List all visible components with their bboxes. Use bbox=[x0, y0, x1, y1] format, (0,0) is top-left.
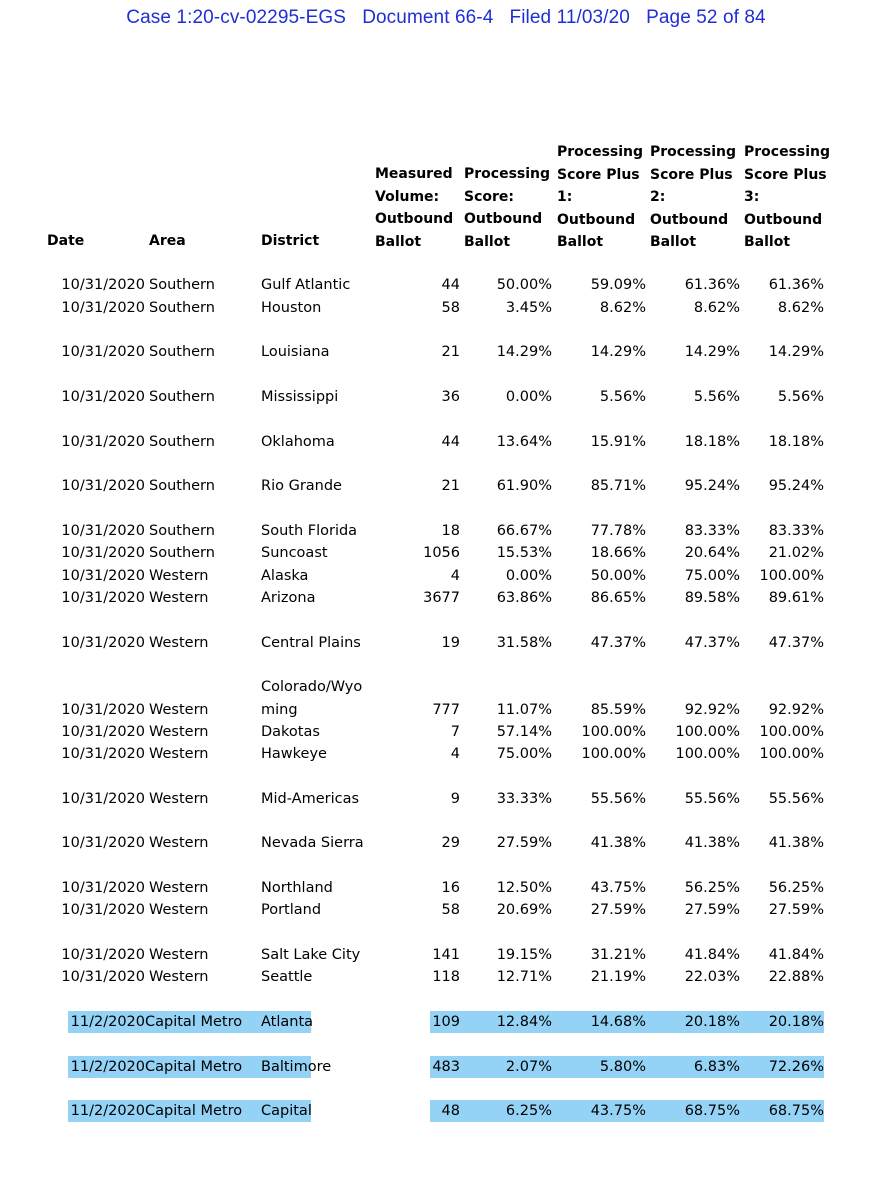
col-plus2-header bbox=[650, 141, 736, 254]
col-plus2-line3: 2: bbox=[650, 189, 666, 205]
table-row bbox=[0, 1011, 892, 1033]
row-plus1: 14.68% bbox=[552, 1011, 646, 1033]
row-plus3: 95.24% bbox=[768, 478, 824, 494]
row-area: Capital Metro bbox=[145, 1011, 261, 1033]
row-volume: 7 bbox=[450, 724, 460, 740]
row-plus1: 85.71% bbox=[590, 478, 646, 494]
row-district: Portland bbox=[261, 902, 322, 918]
row-plus3: 72.26% bbox=[740, 1056, 824, 1078]
row-volume: 1056 bbox=[423, 545, 460, 561]
page-number: Page 52 of 84 bbox=[646, 7, 766, 28]
row-plus1: 59.09% bbox=[590, 277, 646, 293]
row-district: Arizona bbox=[261, 590, 316, 606]
col-area-header: Area bbox=[149, 233, 186, 249]
row-score: 27.59% bbox=[496, 835, 552, 851]
col-plus3-line5: Ballot bbox=[744, 234, 791, 250]
row-plus1: 31.21% bbox=[590, 947, 646, 963]
row-volume: 21 bbox=[441, 344, 460, 360]
row-date: 10/31/2020 bbox=[61, 300, 145, 316]
row-date: 10/31/2020 bbox=[61, 880, 145, 896]
row-district: Mid-Americas bbox=[261, 791, 360, 807]
row-plus2: 27.59% bbox=[684, 902, 740, 918]
row-volume: 29 bbox=[441, 835, 460, 851]
row-volume: 44 bbox=[441, 277, 460, 293]
col-district-header: District bbox=[261, 233, 320, 249]
col-plus1-line2: Score Plus bbox=[557, 166, 640, 183]
row-area: Western bbox=[149, 702, 209, 718]
table-row bbox=[0, 1100, 892, 1122]
row-score: 0.00% bbox=[505, 389, 552, 405]
row-date: 10/31/2020 bbox=[61, 545, 145, 561]
row-plus2: 100.00% bbox=[675, 746, 740, 762]
row-volume: 18 bbox=[441, 523, 460, 539]
row-plus2: 56.25% bbox=[684, 880, 740, 896]
row-plus3: 56.25% bbox=[768, 880, 824, 896]
row-date: 10/31/2020 bbox=[61, 590, 145, 606]
row-district: South Florida bbox=[261, 523, 358, 539]
row-district: Alaska bbox=[261, 568, 309, 584]
col-date-header: Date bbox=[47, 233, 85, 249]
row-plus3: 20.18% bbox=[740, 1011, 824, 1033]
row-plus3: 47.37% bbox=[768, 635, 824, 651]
row-date: 11/2/2020 bbox=[68, 1011, 145, 1033]
row-district: Hawkeye bbox=[261, 746, 327, 762]
row-area: Western bbox=[149, 724, 209, 740]
col-plus3-line4: Outbound bbox=[744, 211, 823, 228]
row-district: Capital bbox=[261, 1100, 311, 1122]
row-score: 3.45% bbox=[505, 300, 552, 316]
row-date: 10/31/2020 bbox=[61, 746, 145, 762]
row-plus1: 55.56% bbox=[590, 791, 646, 807]
row-plus1: 27.59% bbox=[590, 902, 646, 918]
row-plus1: 15.91% bbox=[590, 434, 646, 450]
row-plus2: 92.92% bbox=[684, 702, 740, 718]
row-plus3: 41.38% bbox=[768, 835, 824, 851]
row-plus1: 43.75% bbox=[552, 1100, 646, 1122]
table-row bbox=[0, 341, 892, 363]
table-row bbox=[0, 431, 892, 453]
row-score: 57.14% bbox=[496, 724, 552, 740]
row-area: Southern bbox=[149, 545, 215, 561]
row-plus2: 18.18% bbox=[684, 434, 740, 450]
row-plus2: 55.56% bbox=[684, 791, 740, 807]
row-score: 50.00% bbox=[496, 277, 552, 293]
row-plus2: 8.62% bbox=[693, 300, 740, 316]
row-score: 20.69% bbox=[496, 902, 552, 918]
col-score-line1: Processing bbox=[464, 166, 551, 182]
row-volume: 21 bbox=[441, 478, 460, 494]
table-row bbox=[0, 297, 892, 319]
col-plus1-line3: 1: bbox=[557, 189, 573, 205]
row-plus1: 18.66% bbox=[590, 545, 646, 561]
row-plus1: 86.65% bbox=[590, 590, 646, 606]
row-score: 19.15% bbox=[496, 947, 552, 963]
table-row bbox=[0, 565, 892, 587]
col-plus2-line5: Ballot bbox=[650, 234, 697, 250]
row-area: Capital Metro bbox=[145, 1056, 261, 1078]
table-row bbox=[0, 832, 892, 854]
col-score-line2: Score: bbox=[464, 188, 514, 205]
row-area: Southern bbox=[149, 277, 215, 293]
col-plus1-line1: Processing bbox=[557, 144, 644, 160]
row-district: Mississippi bbox=[261, 389, 339, 405]
row-score: 61.90% bbox=[496, 478, 552, 494]
row-score: 13.64% bbox=[496, 434, 552, 450]
row-plus1: 5.80% bbox=[552, 1056, 646, 1078]
row-plus3: 83.33% bbox=[768, 523, 824, 539]
row-plus2: 20.64% bbox=[684, 545, 740, 561]
row-date: 10/31/2020 bbox=[61, 568, 145, 584]
document-number: Document 66-4 bbox=[362, 7, 494, 28]
row-plus2: 6.83% bbox=[646, 1056, 740, 1078]
table-row bbox=[0, 542, 892, 564]
row-plus3: 61.36% bbox=[768, 277, 824, 293]
filed-date: Filed 11/03/20 bbox=[509, 7, 630, 28]
table-row bbox=[0, 587, 892, 609]
row-district-line1: Colorado/Wyo bbox=[261, 679, 363, 695]
row-plus3: 68.75% bbox=[740, 1100, 824, 1122]
row-date: 10/31/2020 bbox=[61, 791, 145, 807]
row-volume: 4 bbox=[450, 568, 460, 584]
row-score: 75.00% bbox=[496, 746, 552, 762]
row-area: Southern bbox=[149, 300, 215, 316]
row-district: Baltimore bbox=[261, 1056, 311, 1078]
row-plus3: 92.92% bbox=[768, 702, 824, 718]
table-row bbox=[0, 632, 892, 654]
row-area: Western bbox=[149, 902, 209, 918]
row-date: 10/31/2020 bbox=[61, 523, 145, 539]
table-row bbox=[0, 944, 892, 966]
row-plus3: 100.00% bbox=[759, 724, 824, 740]
row-date: 10/31/2020 bbox=[61, 947, 145, 963]
row-plus2: 47.37% bbox=[684, 635, 740, 651]
row-volume: 118 bbox=[432, 969, 460, 985]
row-plus2: 95.24% bbox=[684, 478, 740, 494]
col-plus1-line4: Outbound bbox=[557, 211, 636, 228]
row-plus2: 89.58% bbox=[684, 590, 740, 606]
row-score: 31.58% bbox=[496, 635, 552, 651]
row-score: 66.67% bbox=[496, 523, 552, 539]
row-area: Southern bbox=[149, 344, 215, 360]
col-plus3-line2: Score Plus bbox=[744, 166, 827, 183]
row-district: Salt Lake City bbox=[261, 947, 361, 963]
row-volume: 36 bbox=[441, 389, 460, 405]
row-area: Western bbox=[149, 635, 209, 651]
col-volume-line2: Volume: bbox=[375, 188, 440, 205]
col-plus2-line1: Processing bbox=[650, 144, 737, 160]
table-row bbox=[0, 520, 892, 542]
col-score-line4: Ballot bbox=[464, 233, 511, 250]
row-plus2: 20.18% bbox=[646, 1011, 740, 1033]
row-plus1: 14.29% bbox=[590, 344, 646, 360]
row-score: 63.86% bbox=[496, 590, 552, 606]
row-plus1: 43.75% bbox=[590, 880, 646, 896]
row-date: 10/31/2020 bbox=[61, 902, 145, 918]
row-date: 10/31/2020 bbox=[61, 389, 145, 405]
row-plus3: 18.18% bbox=[768, 434, 824, 450]
row-plus1: 100.00% bbox=[581, 724, 646, 740]
row-score: 12.84% bbox=[460, 1011, 552, 1033]
row-area: Western bbox=[149, 746, 209, 762]
row-plus1: 21.19% bbox=[590, 969, 646, 985]
row-district: Nevada Sierra bbox=[261, 835, 364, 851]
row-volume: 48 bbox=[430, 1100, 460, 1122]
row-district: ming bbox=[261, 702, 298, 718]
row-district: Atlanta bbox=[261, 1011, 311, 1033]
row-date: 11/2/2020 bbox=[68, 1100, 145, 1122]
row-plus1: 100.00% bbox=[581, 746, 646, 762]
row-score: 2.07% bbox=[460, 1056, 552, 1078]
row-district: Gulf Atlantic bbox=[261, 277, 351, 293]
row-plus3: 41.84% bbox=[768, 947, 824, 963]
row-district: Houston bbox=[261, 300, 322, 316]
row-volume: 109 bbox=[430, 1011, 460, 1033]
row-plus1: 5.56% bbox=[599, 389, 646, 405]
row-district: Louisiana bbox=[261, 344, 330, 360]
row-score: 0.00% bbox=[505, 568, 552, 584]
row-plus2: 14.29% bbox=[684, 344, 740, 360]
col-plus1-header bbox=[557, 141, 643, 254]
row-plus3: 89.61% bbox=[768, 590, 824, 606]
row-volume: 16 bbox=[441, 880, 460, 896]
row-area: Western bbox=[149, 880, 209, 896]
col-score-line3: Outbound bbox=[464, 211, 543, 227]
row-plus2: 75.00% bbox=[684, 568, 740, 584]
col-volume-line1: Measured bbox=[375, 166, 453, 182]
row-score: 12.50% bbox=[496, 880, 552, 896]
row-plus2: 22.03% bbox=[684, 969, 740, 985]
row-plus3: 21.02% bbox=[768, 545, 824, 561]
row-plus3: 100.00% bbox=[759, 568, 824, 584]
row-date: 10/31/2020 bbox=[61, 277, 145, 293]
row-score: 33.33% bbox=[496, 791, 552, 807]
row-area: Southern bbox=[149, 434, 215, 450]
col-plus2-line4: Outbound bbox=[650, 211, 729, 228]
row-date: 10/31/2020 bbox=[61, 835, 145, 851]
row-plus2: 100.00% bbox=[675, 724, 740, 740]
table-row bbox=[0, 788, 892, 810]
row-volume: 777 bbox=[432, 702, 460, 718]
col-plus3-header bbox=[744, 141, 830, 254]
row-area: Southern bbox=[149, 389, 215, 405]
row-volume: 44 bbox=[441, 434, 460, 450]
row-area: Capital Metro bbox=[145, 1100, 261, 1122]
col-volume-line4: Ballot bbox=[375, 233, 422, 250]
table-row bbox=[0, 899, 892, 921]
col-plus1-line5: Ballot bbox=[557, 234, 604, 250]
row-volume: 3677 bbox=[423, 590, 460, 606]
row-date: 11/2/2020 bbox=[68, 1056, 145, 1078]
row-plus3: 55.56% bbox=[768, 791, 824, 807]
col-volume-line3: Outbound bbox=[375, 211, 454, 227]
table-row bbox=[0, 274, 892, 296]
row-date: 10/31/2020 bbox=[61, 478, 145, 494]
row-date: 10/31/2020 bbox=[61, 434, 145, 450]
table-row bbox=[0, 966, 892, 988]
row-area: Western bbox=[149, 590, 209, 606]
row-plus1: 8.62% bbox=[599, 300, 646, 316]
table-row bbox=[0, 386, 892, 408]
row-plus2: 61.36% bbox=[684, 277, 740, 293]
row-district: Rio Grande bbox=[261, 478, 342, 494]
row-district: Suncoast bbox=[261, 545, 328, 561]
row-score: 12.71% bbox=[496, 969, 552, 985]
row-district: Northland bbox=[261, 880, 333, 896]
row-plus2: 83.33% bbox=[684, 523, 740, 539]
row-district: Oklahoma bbox=[261, 434, 335, 450]
row-plus2: 41.84% bbox=[684, 947, 740, 963]
row-plus3: 8.62% bbox=[777, 300, 824, 316]
row-plus3: 27.59% bbox=[768, 902, 824, 918]
row-area: Western bbox=[149, 947, 209, 963]
row-volume: 58 bbox=[441, 300, 460, 316]
row-plus2: 5.56% bbox=[693, 389, 740, 405]
row-area: Western bbox=[149, 791, 209, 807]
col-score-header bbox=[464, 163, 550, 253]
row-volume: 141 bbox=[432, 947, 460, 963]
case-header bbox=[0, 7, 892, 29]
row-volume: 483 bbox=[430, 1056, 460, 1078]
row-area: Western bbox=[149, 568, 209, 584]
row-date: 10/31/2020 bbox=[61, 702, 145, 718]
row-score: 11.07% bbox=[496, 702, 552, 718]
table-row bbox=[0, 877, 892, 899]
row-area: Southern bbox=[149, 523, 215, 539]
table-row bbox=[0, 1056, 892, 1078]
table-row bbox=[0, 475, 892, 497]
row-date: 10/31/2020 bbox=[61, 635, 145, 651]
table-row bbox=[0, 743, 892, 765]
col-volume-header bbox=[375, 163, 453, 253]
row-plus2: 41.38% bbox=[684, 835, 740, 851]
row-plus3: 22.88% bbox=[768, 969, 824, 985]
row-plus2: 68.75% bbox=[646, 1100, 740, 1122]
row-plus3: 5.56% bbox=[777, 389, 824, 405]
row-date: 10/31/2020 bbox=[61, 724, 145, 740]
row-area: Western bbox=[149, 835, 209, 851]
row-score: 14.29% bbox=[496, 344, 552, 360]
row-score: 15.53% bbox=[496, 545, 552, 561]
row-date: 10/31/2020 bbox=[61, 969, 145, 985]
row-district: Dakotas bbox=[261, 724, 320, 740]
row-date: 10/31/2020 bbox=[61, 344, 145, 360]
row-score: 6.25% bbox=[460, 1100, 552, 1122]
row-volume: 19 bbox=[441, 635, 460, 651]
table-row bbox=[0, 679, 892, 721]
row-plus3: 100.00% bbox=[759, 746, 824, 762]
row-district: Central Plains bbox=[261, 635, 361, 651]
col-plus3-line1: Processing bbox=[744, 144, 831, 160]
table-row bbox=[0, 721, 892, 743]
row-plus3: 14.29% bbox=[768, 344, 824, 360]
row-plus1: 47.37% bbox=[590, 635, 646, 651]
col-plus3-line3: 3: bbox=[744, 189, 760, 205]
row-volume: 4 bbox=[450, 746, 460, 762]
row-plus1: 85.59% bbox=[590, 702, 646, 718]
row-district: Seattle bbox=[261, 969, 313, 985]
row-volume: 58 bbox=[441, 902, 460, 918]
col-plus2-line2: Score Plus bbox=[650, 166, 733, 183]
row-area: Southern bbox=[149, 478, 215, 494]
case-number: Case 1:20-cv-02295-EGS bbox=[126, 7, 347, 28]
row-plus1: 77.78% bbox=[590, 523, 646, 539]
row-area: Western bbox=[149, 969, 209, 985]
row-plus1: 41.38% bbox=[590, 835, 646, 851]
row-volume: 9 bbox=[450, 791, 460, 807]
row-plus1: 50.00% bbox=[590, 568, 646, 584]
